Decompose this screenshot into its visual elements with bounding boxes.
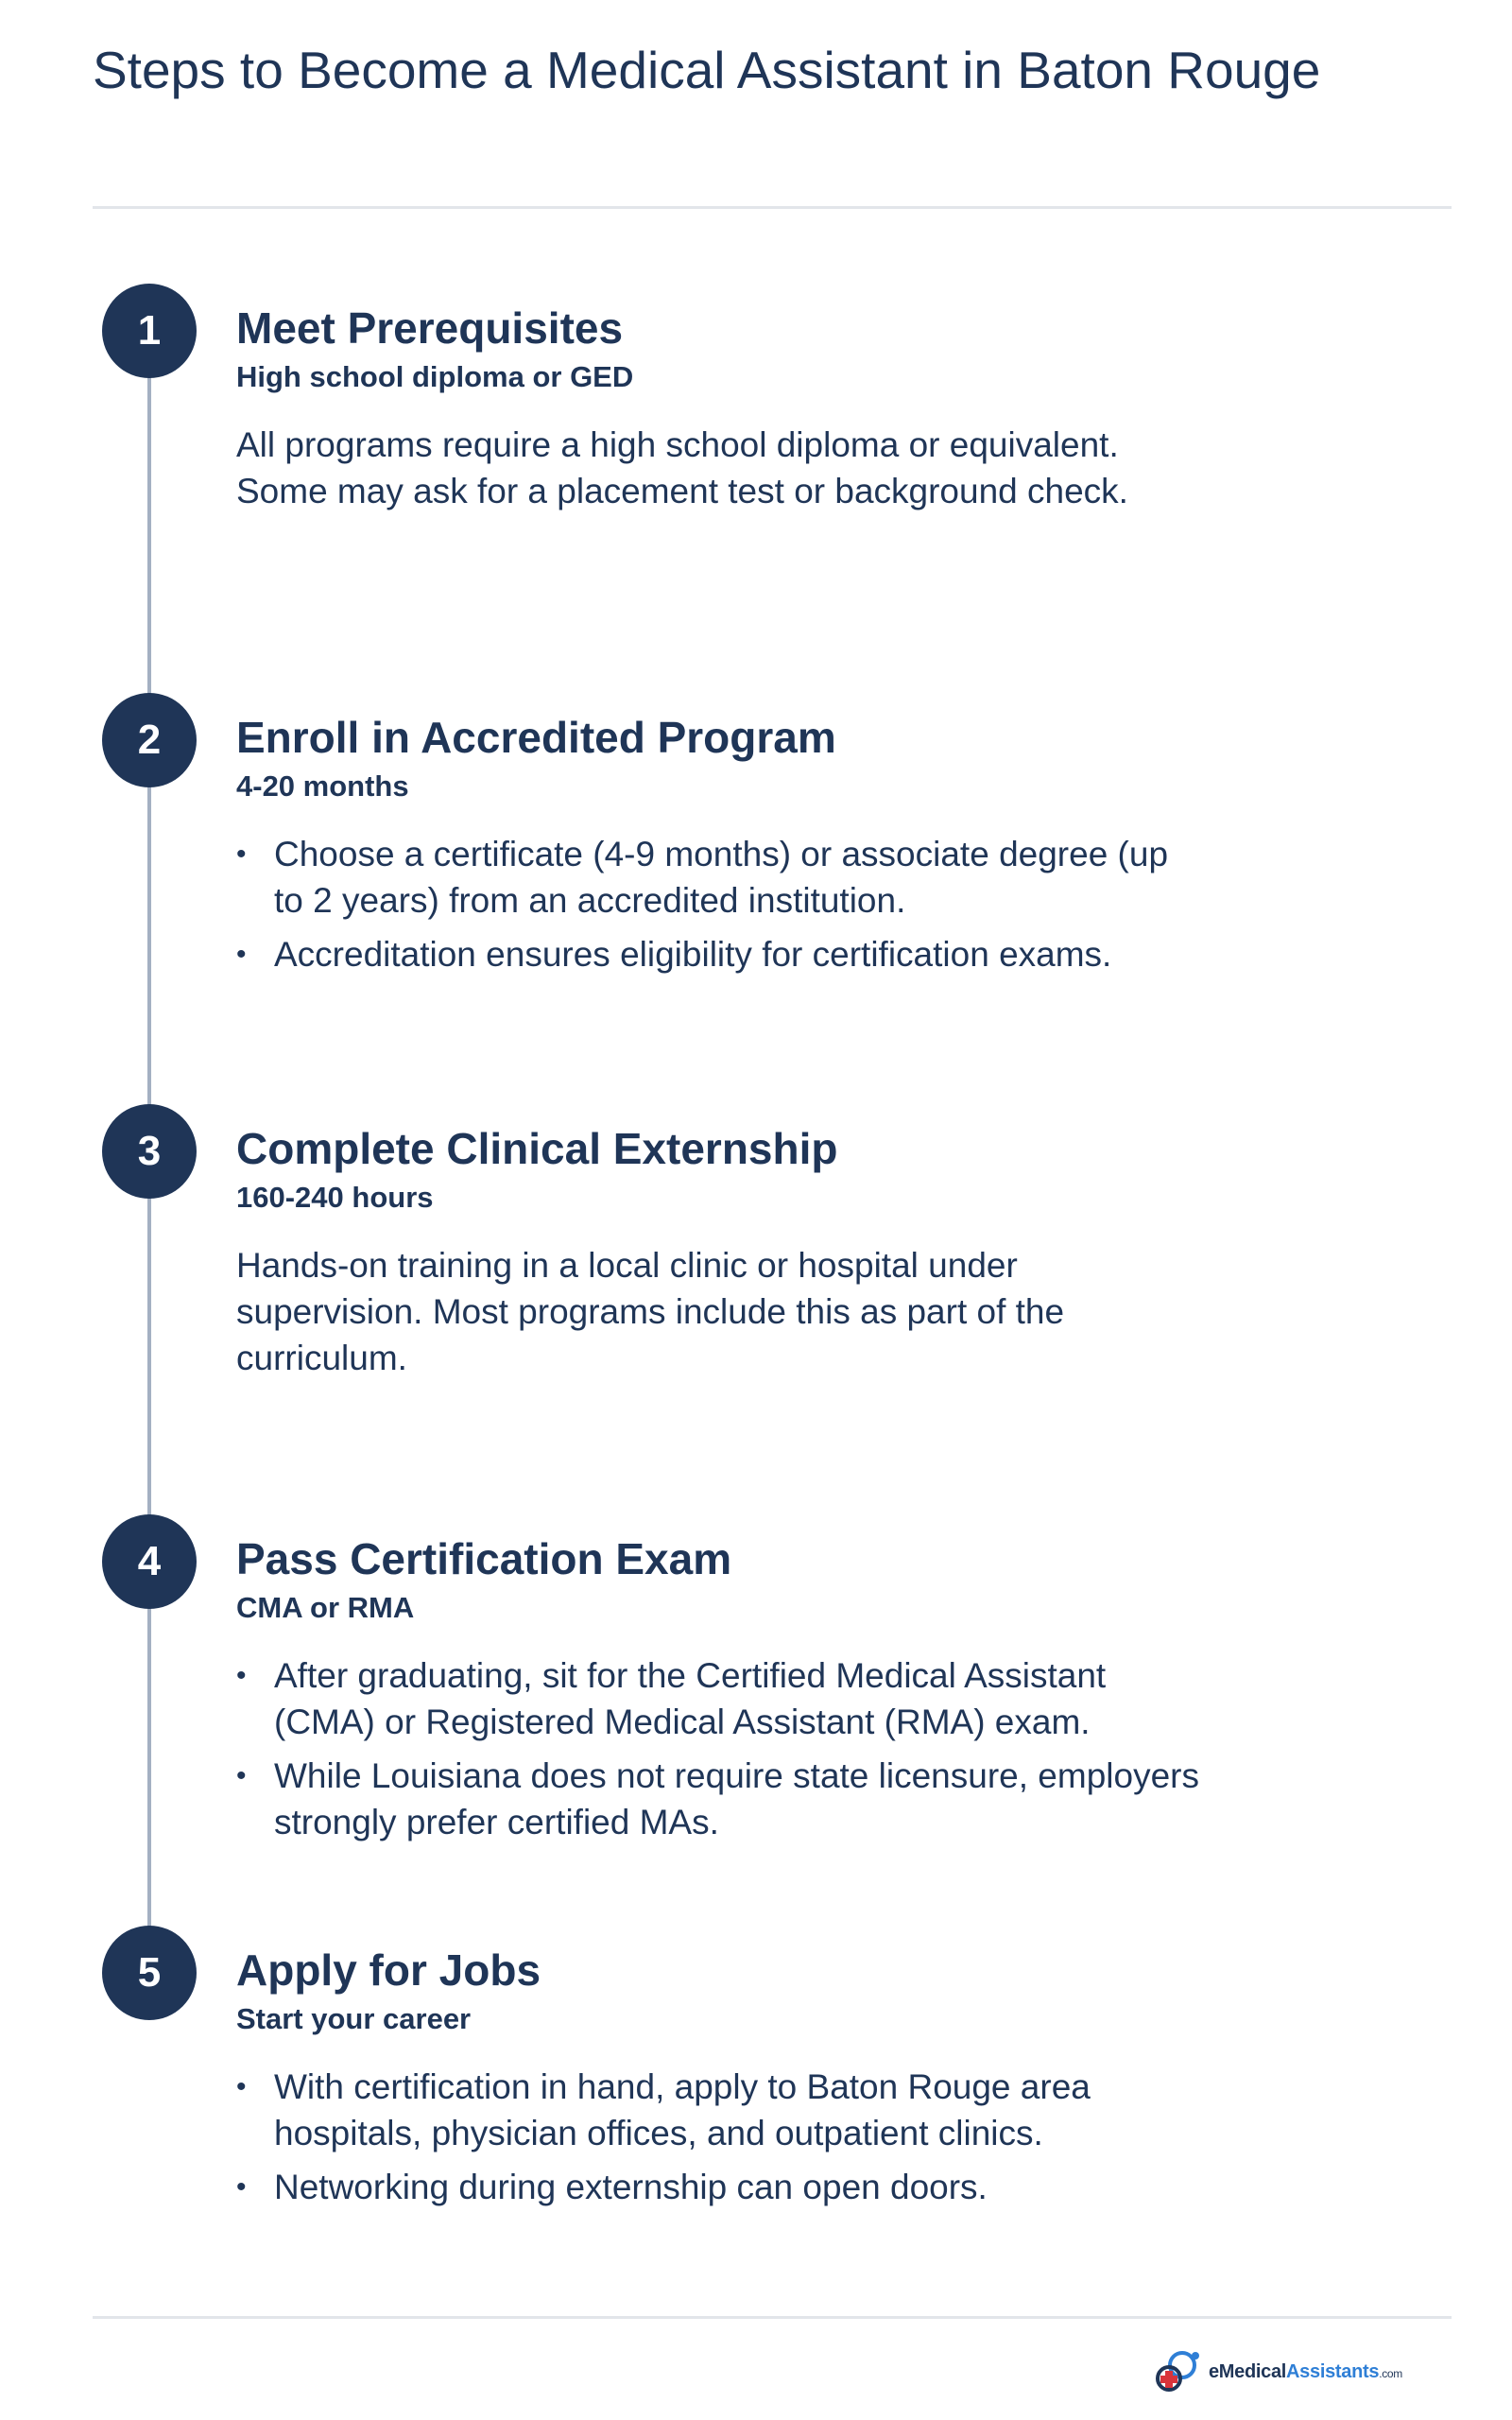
step-subtitle: Start your career xyxy=(236,2002,472,2035)
step-content xyxy=(236,302,1200,514)
step-subtitle: 4-20 months xyxy=(236,769,409,803)
bullet-item: • Choose a certificate (4-9 months) or associate degree (up to 2 years) from an accredited institution. xyxy=(236,831,1200,924)
brand-logo xyxy=(1154,2350,1402,2394)
step-content xyxy=(236,712,1200,985)
bottom-divider xyxy=(93,2316,1452,2319)
step-title: Pass Certification Exam xyxy=(236,1534,732,1583)
logo-wordmark: eMedicalAssistants.com xyxy=(1208,2360,1402,2382)
step-subtitle: High school diploma or GED xyxy=(236,360,634,393)
step-title: Meet Prerequisites xyxy=(236,303,624,353)
step-subtitle: CMA or RMA xyxy=(236,1591,415,1624)
bullet-list xyxy=(236,2064,1200,2210)
step-title: Enroll in Accredited Program xyxy=(236,713,836,762)
bullet-item: • While Louisiana does not require state licensure, employers strongly prefer certified MAs. xyxy=(236,1753,1200,1845)
step-content xyxy=(236,1945,1200,2218)
bullet-list xyxy=(236,831,1200,977)
step-content xyxy=(236,1533,1200,1853)
bullet-item: • Networking during externship can open doors. xyxy=(236,2164,1200,2210)
step-number-badge: 1 xyxy=(102,284,197,378)
bullet-item: • With certification in hand, apply to Baton Rouge area hospitals, physician offices, and outpatient clinics. xyxy=(236,2064,1200,2156)
step-title: Complete Clinical Externship xyxy=(236,1124,838,1173)
step-number-badge: 3 xyxy=(102,1104,197,1199)
top-divider xyxy=(93,206,1452,209)
medical-cross-logo-icon xyxy=(1154,2350,1203,2394)
step-title: Apply for Jobs xyxy=(236,1945,541,1995)
page-title: Steps to Become a Medical Assistant in Baton Rouge xyxy=(93,41,1321,99)
bullet-item: • Accreditation ensures eligibility for certification exams. xyxy=(236,931,1200,977)
step-number-badge: 4 xyxy=(102,1514,197,1609)
bullet-item: • After graduating, sit for the Certified Medical Assistant (CMA) or Registered Medical Assistant (RMA) exam. xyxy=(236,1652,1200,1745)
step-description: Hands-on training in a local clinic or hospital under supervision. Most programs include this as part of the curriculum. xyxy=(236,1246,1065,1377)
step-content xyxy=(236,1123,1200,1381)
step-description: All programs require a high school diploma or equivalent. Some may ask for a placement test or background check. xyxy=(236,425,1128,510)
step-subtitle: 160-240 hours xyxy=(236,1181,434,1214)
bullet-list xyxy=(236,1652,1200,1845)
step-number-badge: 2 xyxy=(102,693,197,787)
step-number-badge: 5 xyxy=(102,1926,197,2020)
